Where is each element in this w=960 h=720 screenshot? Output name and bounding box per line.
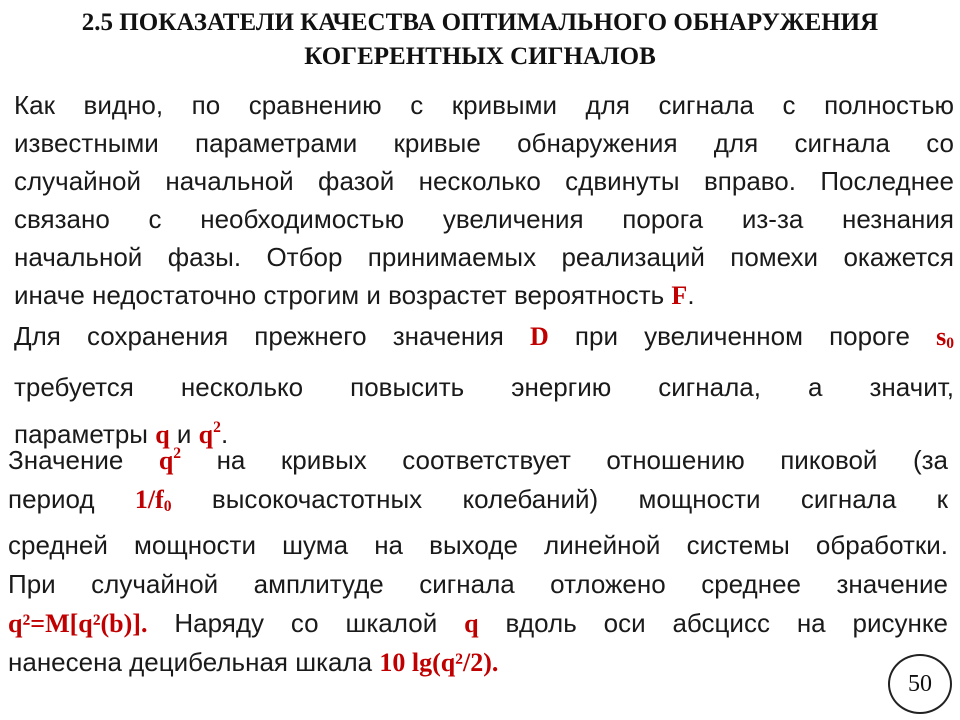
paragraph-1 [14, 86, 954, 315]
p3-l5-rest: вдоль оси абсцисс на рисунке [478, 608, 948, 639]
var-q2v-base: q [158, 445, 174, 475]
var-1-f0 [135, 485, 172, 514]
p1-line-5: начальной фазы. Отбор принимаемых реализаций помехи окажется [14, 242, 954, 272]
var-F: F [671, 281, 688, 310]
var-q2-value [159, 446, 181, 475]
p1-line-4: связано с необходимостью увеличения порога из-за незнания [14, 204, 954, 234]
title-line-2: КОГЕРЕНТНЫХ СИГНАЛОВ [304, 43, 656, 70]
var-q2-sup: 2 [213, 419, 221, 437]
p3-l6-text: нанесена децибельная шкала [8, 647, 380, 678]
var-D: D [529, 322, 549, 351]
p1-l6-dot: . [687, 280, 695, 310]
var-f-base: 1/f [134, 484, 164, 514]
slide-title [0, 6, 960, 74]
p2-l1-mid: при увеличенном пороге [548, 321, 937, 351]
formula-db-scale: 10 lg(q²/2). [379, 648, 499, 678]
var-f-sub: 0 [163, 498, 172, 516]
p2-l1-text: Для сохранения прежнего значения [14, 321, 530, 351]
var-q2-base: q [198, 420, 214, 450]
p3-line-1 [8, 434, 948, 480]
p3-line-4: При случайной амплитуде сигнала отложено среднее значение [8, 569, 948, 600]
p3-l2-rest: высокочастотных колебаний) мощности сигнала к [171, 483, 948, 514]
p3-line-3: средней мощности шума на выходе линейной системы обработки. [8, 530, 948, 561]
p2-line-2: требуется несколько повысить энергию сигнала, а значит, [14, 372, 954, 403]
paragraph-3 [8, 434, 948, 682]
p1-line-1: Как видно, по сравнению с кривыми для сигнала с полностью [14, 90, 954, 120]
var-q: q [155, 420, 170, 450]
page-number: 50 [908, 670, 932, 697]
p2-l3-and: и [169, 419, 199, 450]
p2-l3-dot: . [220, 419, 229, 450]
p2-l3-text: параметры [14, 419, 156, 450]
p1-line-3: случайной начальной фазой несколько сдвинуты вправо. Последнее [14, 166, 954, 196]
p3-line-2 [8, 480, 948, 526]
formula-mean-q2: q²=M[q²(b)]. [8, 609, 148, 639]
p3-l2-text: период [8, 483, 135, 514]
var-s: s [936, 322, 947, 351]
p1-line-2: известными параметрами кривые обнаружения для сигнала со [14, 128, 954, 158]
p3-line-6 [8, 643, 948, 682]
p3-line-5 [8, 604, 948, 643]
var-q-scale: q [464, 609, 479, 639]
var-s0 [936, 322, 954, 351]
var-q2v-sup: 2 [173, 445, 182, 462]
p3-l1-rest: на кривых соответствует отношению пиковой (за [181, 444, 948, 475]
p1-l6-text: иначе недостаточно строгим и возрастет вероятность [14, 280, 672, 310]
title-line-1: 2.5 ПОКАЗАТЕЛИ КАЧЕСТВА ОПТИМАЛЬНОГО ОБНАРУЖЕНИЯ [81, 9, 879, 36]
page-number-badge [888, 654, 952, 714]
p3-l1-text: Значение [8, 444, 159, 475]
paragraph-2 [14, 316, 954, 453]
var-s-sub: 0 [946, 335, 954, 353]
p1-line-6 [14, 276, 954, 315]
p2-line-1 [14, 316, 954, 364]
p3-l5-mid: Наряду со шкалой [147, 608, 465, 639]
